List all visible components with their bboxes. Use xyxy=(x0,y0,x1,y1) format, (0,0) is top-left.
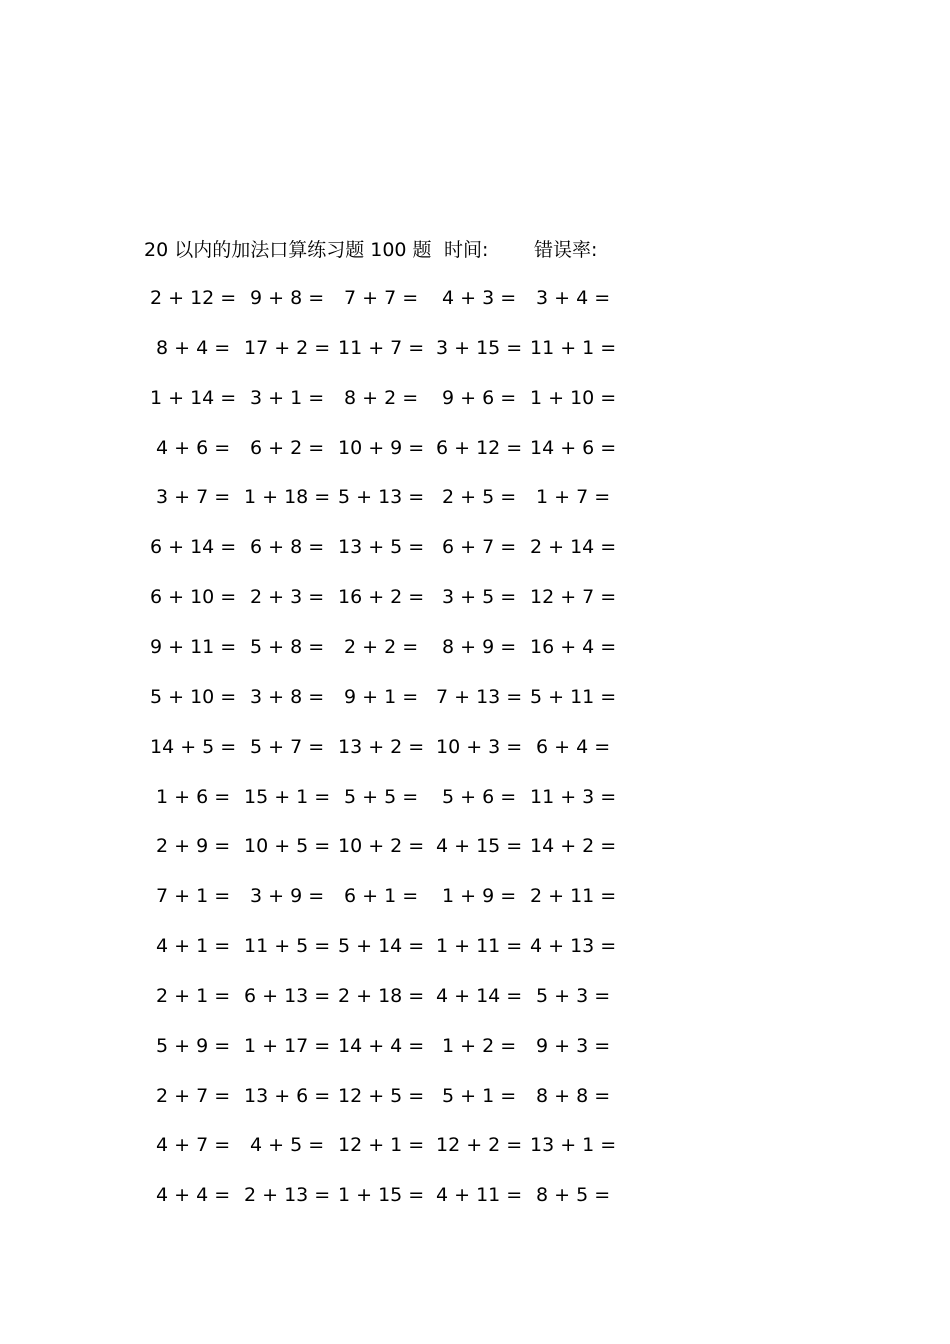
addition-problem: 1 + 10 = xyxy=(530,386,617,409)
addition-problem: 7 + 13 = xyxy=(436,685,523,708)
addition-problem: 3 + 5 = xyxy=(442,586,517,609)
addition-problem: 4 + 5 = xyxy=(250,1134,325,1157)
addition-problem: 5 + 6 = xyxy=(442,785,517,808)
addition-problem: 13 + 5 = xyxy=(338,536,425,559)
addition-problem: 12 + 1 = xyxy=(338,1134,425,1157)
addition-problem: 13 + 2 = xyxy=(338,735,425,758)
addition-problem: 4 + 7 = xyxy=(156,1134,231,1157)
error-rate-label: 错误率: xyxy=(534,239,598,261)
addition-problem: 6 + 14 = xyxy=(150,536,237,559)
addition-problem: 9 + 11 = xyxy=(150,635,237,658)
addition-problem: 4 + 13 = xyxy=(530,935,617,958)
addition-problem: 2 + 5 = xyxy=(442,486,517,509)
addition-problem: 3 + 1 = xyxy=(250,386,325,409)
addition-problem: 16 + 2 = xyxy=(338,586,425,609)
addition-problem: 14 + 2 = xyxy=(530,835,617,858)
addition-problem: 7 + 7 = xyxy=(344,287,419,309)
addition-problem: 2 + 3 = xyxy=(250,586,325,609)
addition-problem: 14 + 4 = xyxy=(338,1034,425,1057)
addition-problem: 3 + 4 = xyxy=(536,287,611,309)
addition-problem: 10 + 9 = xyxy=(338,436,425,459)
addition-problem: 8 + 8 = xyxy=(536,1084,611,1107)
addition-problem: 12 + 5 = xyxy=(338,1084,425,1107)
addition-problem: 11 + 5 = xyxy=(244,935,331,958)
addition-problem: 4 + 3 = xyxy=(442,287,517,309)
time-label: 时间: xyxy=(444,239,489,261)
addition-problem: 10 + 5 = xyxy=(244,835,331,858)
addition-problem: 1 + 14 = xyxy=(150,386,237,409)
addition-problem: 14 + 5 = xyxy=(150,735,237,758)
addition-problem: 8 + 2 = xyxy=(344,386,419,409)
addition-problem: 2 + 7 = xyxy=(156,1084,231,1107)
addition-problem: 1 + 17 = xyxy=(244,1034,331,1057)
addition-problem: 4 + 4 = xyxy=(156,1184,231,1207)
addition-problem: 8 + 5 = xyxy=(536,1184,611,1207)
addition-problem: 1 + 18 = xyxy=(244,486,331,509)
addition-problem: 4 + 11 = xyxy=(436,1184,523,1207)
addition-problem: 5 + 1 = xyxy=(442,1084,517,1107)
addition-problem: 1 + 11 = xyxy=(436,935,523,958)
addition-problem: 2 + 2 = xyxy=(344,635,419,658)
addition-problem: 1 + 6 = xyxy=(156,785,231,808)
addition-problem: 11 + 7 = xyxy=(338,336,425,359)
addition-problem: 14 + 6 = xyxy=(530,436,617,459)
addition-problem: 5 + 14 = xyxy=(338,935,425,958)
addition-problem: 4 + 6 = xyxy=(156,436,231,459)
addition-problem: 5 + 8 = xyxy=(250,635,325,658)
addition-problem: 5 + 10 = xyxy=(150,685,237,708)
addition-problem: 8 + 4 = xyxy=(156,336,231,359)
addition-problem: 13 + 6 = xyxy=(244,1084,331,1107)
addition-problem: 5 + 3 = xyxy=(536,984,611,1007)
addition-problem: 9 + 6 = xyxy=(442,386,517,409)
addition-problem: 13 + 1 = xyxy=(530,1134,617,1157)
addition-problem: 15 + 1 = xyxy=(244,785,331,808)
addition-problem: 2 + 13 = xyxy=(244,1184,331,1207)
worksheet-title: 20 以内的加法口算练习题 100 题 xyxy=(144,239,432,261)
addition-problem: 4 + 1 = xyxy=(156,935,231,958)
addition-problem: 6 + 13 = xyxy=(244,984,331,1007)
addition-problem: 10 + 2 = xyxy=(338,835,425,858)
addition-problem: 6 + 2 = xyxy=(250,436,325,459)
addition-problem: 5 + 13 = xyxy=(338,486,425,509)
addition-problem: 1 + 15 = xyxy=(338,1184,425,1207)
addition-problem: 6 + 4 = xyxy=(536,735,611,758)
addition-problem: 5 + 9 = xyxy=(156,1034,231,1057)
addition-problem: 3 + 15 = xyxy=(436,336,523,359)
addition-problem: 17 + 2 = xyxy=(244,336,331,359)
addition-problem: 9 + 8 = xyxy=(250,287,325,309)
addition-problem: 2 + 1 = xyxy=(156,984,231,1007)
addition-problem: 11 + 3 = xyxy=(530,785,617,808)
addition-problem: 5 + 11 = xyxy=(530,685,617,708)
addition-problem: 2 + 9 = xyxy=(156,835,231,858)
addition-problem: 12 + 7 = xyxy=(530,586,617,609)
addition-problem: 6 + 7 = xyxy=(442,536,517,559)
addition-problem: 2 + 14 = xyxy=(530,536,617,559)
addition-problem: 11 + 1 = xyxy=(530,336,617,359)
addition-problem: 6 + 10 = xyxy=(150,586,237,609)
addition-problem: 2 + 18 = xyxy=(338,984,425,1007)
addition-problem: 1 + 2 = xyxy=(442,1034,517,1057)
addition-problem: 8 + 9 = xyxy=(442,635,517,658)
addition-problem: 16 + 4 = xyxy=(530,635,617,658)
addition-problem: 2 + 11 = xyxy=(530,885,617,908)
addition-problem: 9 + 1 = xyxy=(344,685,419,708)
addition-problem: 12 + 2 = xyxy=(436,1134,523,1157)
addition-problem: 4 + 14 = xyxy=(436,984,523,1007)
addition-problem: 6 + 8 = xyxy=(250,536,325,559)
worksheet-header xyxy=(144,236,644,264)
addition-problem: 3 + 7 = xyxy=(156,486,231,509)
addition-problem: 7 + 1 = xyxy=(156,885,231,908)
addition-problem: 9 + 3 = xyxy=(536,1034,611,1057)
addition-problem: 5 + 7 = xyxy=(250,735,325,758)
addition-problem: 3 + 8 = xyxy=(250,685,325,708)
addition-problem: 6 + 12 = xyxy=(436,436,523,459)
addition-problem: 3 + 9 = xyxy=(250,885,325,908)
addition-problem: 6 + 1 = xyxy=(344,885,419,908)
addition-problem: 10 + 3 = xyxy=(436,735,523,758)
addition-problem: 1 + 7 = xyxy=(536,486,611,509)
addition-problem: 4 + 15 = xyxy=(436,835,523,858)
addition-problem: 1 + 9 = xyxy=(442,885,517,908)
addition-problem: 5 + 5 = xyxy=(344,785,419,808)
addition-problem: 2 + 12 = xyxy=(150,287,237,309)
